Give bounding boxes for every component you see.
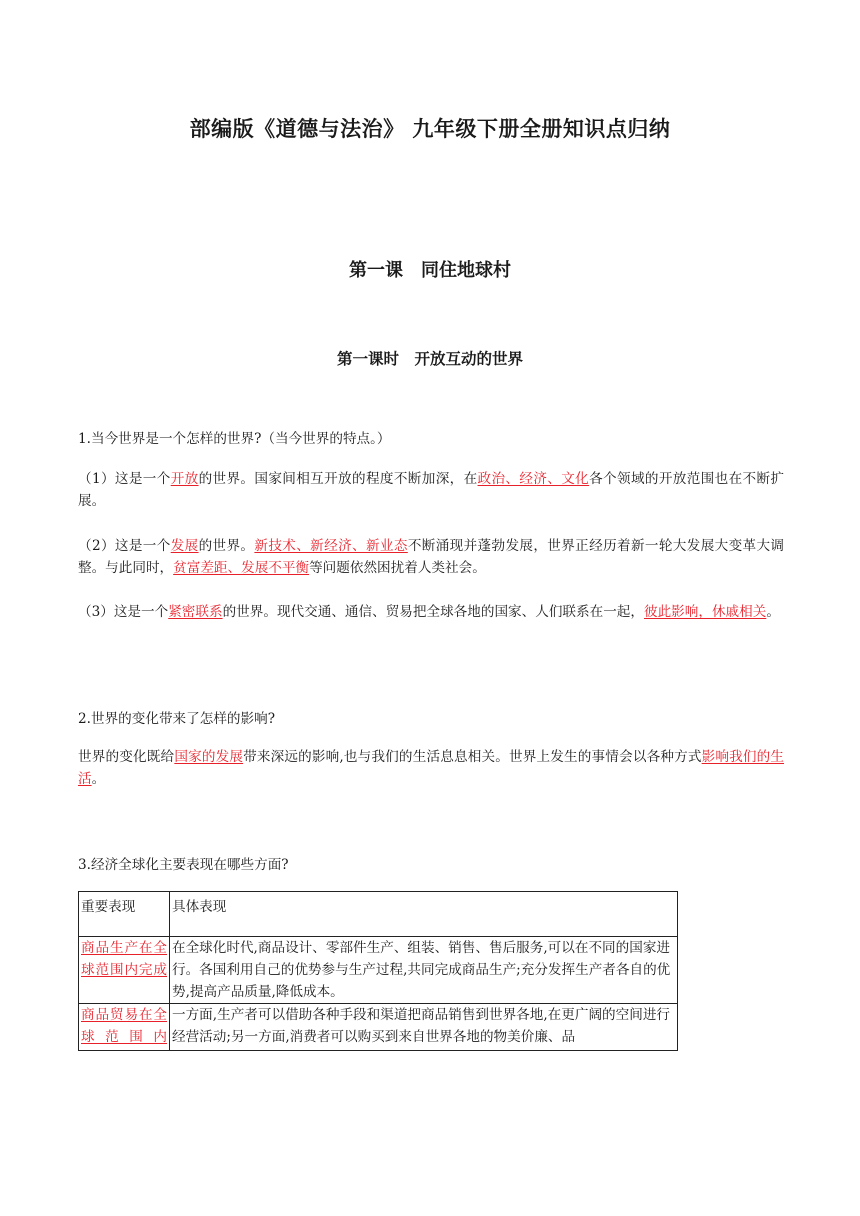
- table-key-cell: [79, 937, 170, 1004]
- text: 的世界。: [198, 538, 255, 554]
- keyword: 新技术、新经济、新业态: [254, 538, 408, 554]
- table-header-row: [79, 892, 678, 937]
- keyword: 影响我们的生活: [78, 749, 785, 787]
- question-3: 3.经济全球化主要表现在哪些方面?: [78, 857, 289, 873]
- keyword: 商品生产在全球范围内完成: [81, 940, 167, 978]
- keyword: 紧密联系: [168, 604, 223, 620]
- table-header-cell: 重要表现: [79, 892, 170, 937]
- text: 。: [766, 604, 780, 620]
- text: 的世界。现代交通、通信、贸易把全球各地的国家、人们联系在一起，: [222, 604, 644, 620]
- text: 。: [91, 771, 106, 787]
- table-row: [79, 937, 678, 1004]
- period-heading: 第一课时 开放互动的世界: [336, 350, 523, 368]
- keyword: 国家的发展: [174, 749, 244, 765]
- keyword: 彼此影响，休戚相关: [644, 604, 767, 620]
- text: 各个领域的开放范围也在不断扩展。: [78, 471, 785, 509]
- answer-1-point-2: [78, 535, 784, 579]
- globalization-table: [78, 891, 678, 1051]
- text: （1）这是一个: [78, 471, 171, 487]
- answer-1-point-1: [78, 468, 784, 512]
- question-2: 2.世界的变化带来了怎样的影响?: [78, 711, 275, 727]
- text: 世界的变化既给: [78, 749, 175, 765]
- text: 等问题依然困扰着人类社会。: [309, 560, 486, 576]
- clip: [81, 1004, 167, 1050]
- table-row: [79, 1004, 678, 1051]
- table-value-cell: 在全球化时代,商品设计、零部件生产、组装、销售、售后服务,可以在不同的国家进行。各国利用自己的优势参与生产过程,共同完成商品生产;充分发挥生产者各自的优势,提高产品质量,降低成本。: [170, 937, 678, 1004]
- clip: 一方面,生产者可以借助各种手段和渠道把商品销售到世界各地,在更广阔的空间进行经营活动;另一方面,消费者可以购买到来自世界各地的物美价廉、品: [172, 1007, 671, 1045]
- keyword: 开放: [170, 471, 199, 487]
- text: 不断涌现并蓬勃发展，世界正经历着新一轮大发展大变革大调整。与此同时，: [78, 538, 785, 576]
- text: （2）这是一个: [78, 538, 171, 554]
- answer-2: [78, 746, 784, 790]
- document-title: 部编版《道德与法治》 九年级下册全册知识点归纳: [189, 117, 671, 141]
- keyword: 商品贸易在全球范围内: [81, 1007, 167, 1045]
- table-value-cell: [170, 1004, 678, 1051]
- lesson-heading: 第一课 同住地球村: [349, 260, 511, 281]
- question-1: 1.当今世界是一个怎样的世界?（当今世界的特点。）: [78, 431, 391, 447]
- keyword: 发展: [170, 538, 199, 554]
- text: 的世界。国家间相互开放的程度不断加深，在: [198, 471, 478, 487]
- keyword: 政治、经济、文化: [477, 471, 590, 487]
- table-header-cell: 具体表现: [170, 892, 678, 937]
- answer-1-point-3: [78, 601, 784, 623]
- table-key-cell: [79, 1004, 170, 1051]
- text: （3）这是一个: [78, 604, 169, 620]
- keyword: 贫富差距、发展不平衡: [173, 560, 310, 576]
- text: 带来深远的影响,也与我们的生活息息相关。世界上发生的事情会以各种方式: [243, 749, 702, 765]
